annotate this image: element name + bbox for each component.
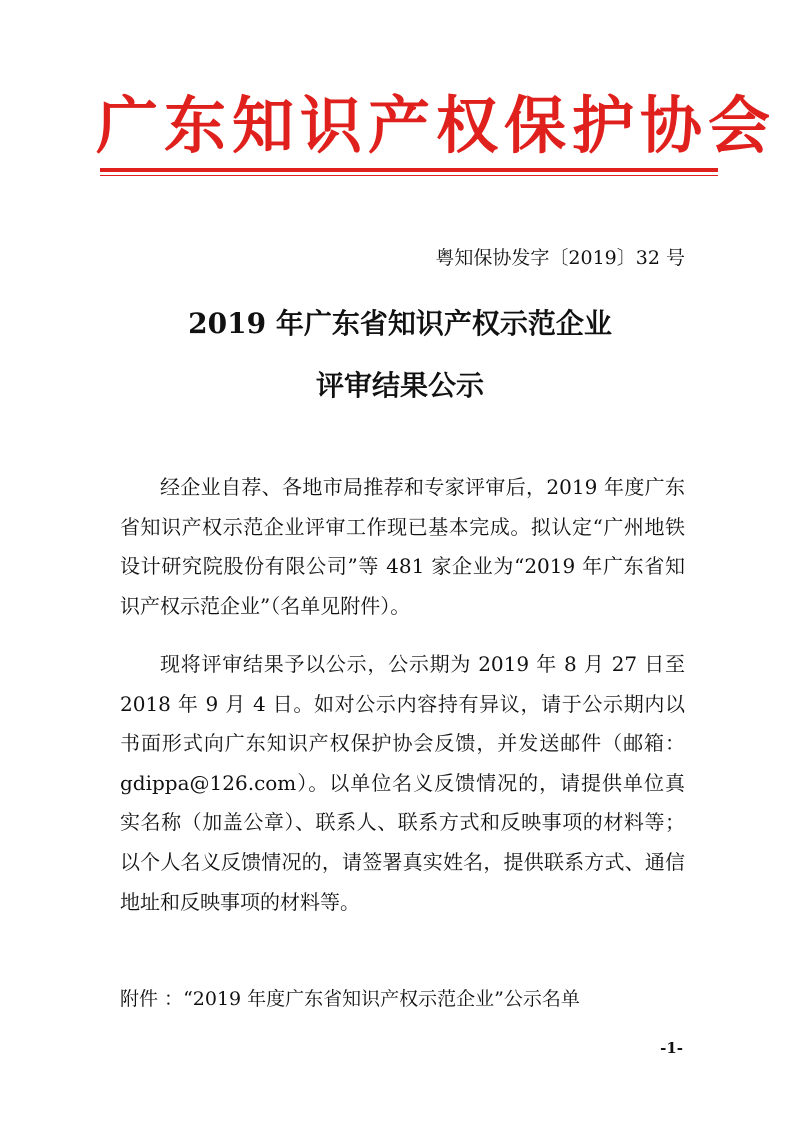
- attachment-text: “2019 年度广东省知识产权示范企业”公示名单: [183, 988, 580, 1010]
- body-paragraph-1: 经企业自荐、各地市局推荐和专家评审后，2019 年度广东省知识产权示范企业评审工作现已基本完成。拟认定“广州地铁设计研究院股份有限公司”等 481 家企业为“2019 年广东省知识产权示范企业”（名单见附件）。: [120, 475, 685, 618]
- page-number: -1-: [660, 1039, 683, 1057]
- document-title-line-1: 2019 年广东省知识产权示范企业: [188, 307, 612, 340]
- body-paragraph-2: 现将评审结果予以公示，公示期为 2019 年 8 月 27 日至 2018 年 9 月 4 日。如对公示内容持有异议，请于公示期内以书面形式向广东知识产权保护协会反馈，并发送邮件（邮箱：gdippa@126.com）。以单位名义反馈情况的，请提供单位真实名称（加盖公章）、联系人、联系方式和反映事项的材料等；以个人名义反馈情况的，请签署真实姓名，提供联系方式、通信地址和反映事项的材料等。: [120, 652, 685, 914]
- document-number: 粤知保协发字〔2019〕32 号: [435, 247, 685, 269]
- header-divider-thin: [100, 175, 718, 176]
- header-divider-thick: [100, 168, 718, 172]
- attachment-line: [120, 984, 700, 1014]
- attachment-separator: ：: [158, 988, 184, 1010]
- attachment-label: 附件: [120, 988, 159, 1010]
- organization-header: 广东知识产权保护协会: [96, 89, 777, 162]
- document-title-line-2: 评审结果公示: [315, 369, 484, 402]
